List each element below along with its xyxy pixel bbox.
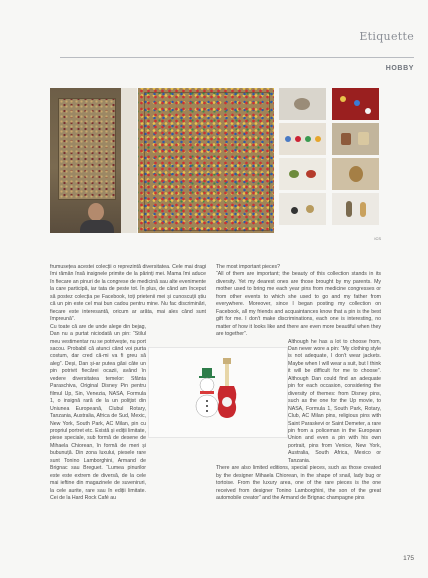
photo-hard-rock-pin	[148, 347, 288, 438]
article-paragraph: There are also limited editions, special pieces, such as those created by the designer Mihaela Chiorean, in the shape of snail, lady bug or tortoise. From the luxury area, one of the rare pieces is the one received from designer Tonino Lamborghini, the son of the great automobile creator” and the Armand de Brignac champagne pins	[216, 465, 381, 502]
pin-wall-frame	[144, 92, 270, 231]
house-pin	[358, 132, 369, 145]
header-rule	[60, 57, 414, 58]
photo-house-pins	[332, 123, 379, 155]
snowman-pin-icon	[195, 368, 219, 422]
photo-red-pins	[332, 88, 379, 120]
article-paragraph: Although he has a lot to choose from, Dan never wore a pin: “My clothing style is not adequate, I don't wear jackets. Maybe when I will wear a suit, but I think it will be difficult for me to choose”. Although Dan could find an adequate pin for each occasion, considering the diversity of themes: from Disney pins, such as the one for the Up movie, to NASA, Formula 1, South Park, Rotary, Club, AC Milan pins, religious pins with Saint Paraskevi or Saint Demeter, a rare pin from a policeman in the European Union and even a pin with his own portrait, pins from Venice, New York, Australia, South Africa, Mexico or Tanzania.	[288, 338, 381, 464]
photo-bronze-pin	[332, 158, 379, 190]
pin-dot	[340, 96, 346, 102]
article-subheading: The most important pieces?	[216, 264, 281, 270]
article-paragraph: “All of them are important; the beauty of this collection stands in its diversity. Yet my dearest ones are those brought by my parents. My mother used to bring me each year pins from medicine congresses or from other events to which she used to go and my father from everywhere. Moreover, since I began posting my collection on Facebook, all my friends and acquaintances know that a pin is the best gift for me. I don't make discriminations, each one is interesting, no matter of how it looks like and there are even more beautiful when they are together”.	[216, 271, 381, 338]
photo-small-pins	[279, 193, 326, 225]
house-pin	[341, 133, 351, 145]
photo-collector-portrait	[50, 88, 137, 233]
pin-dot	[315, 136, 321, 142]
bronze-pin	[349, 166, 363, 182]
pin-board	[58, 98, 116, 200]
person-head	[88, 203, 104, 221]
page-number: 175	[403, 555, 414, 562]
photo-tortoise-pins	[279, 158, 326, 190]
person-body	[80, 220, 114, 233]
pin-dot	[291, 207, 298, 214]
snail-pin	[294, 98, 310, 110]
pin-dot	[285, 136, 291, 142]
photo-pin-row	[279, 123, 326, 155]
pin-dot	[305, 136, 311, 142]
shelf	[121, 88, 137, 233]
article-paragraph: Cu toate că are de unde alege din bejag, Dan nu a purtat niciodată un pin: “Stilul meu vestimentar nu se potrivește, nu port sacou. Probabil că atunci când voi purta costum, dar cred că-mi va fi greu să aleg”. Deși, Dan și-ar putea găsi câte un pin potrivit fiecărei ocazii, având în vedere diversitatea temelor: Sfânta Paraschiva, Original Disney Pin pentru filmul Up, Sin, Venezia, NASA, Formula 1, o insignă rară de la un poliţist din Uniunea Europeană, Clubul Rotary, Tanzania, Australia, Africa de Sud, Mexic, New York, South Park, AC Milan, pin cu propriul portret etc. Există și ediții limitate, piese speciale, sub formă de desene de Mihaela Chiorean, în formă de meri și bubunuță. Din zona luxului, piesele rare sunt Tonino Lamborghini, Armand de Brignac sau Breguet. “Lumea pinurilor este este extrem de diversă, de la cele mai ieftine din magazinele de suveniruri, la cele aurite, rare sau în ediții limitate. Cei de la Hard Rock Café au	[50, 323, 146, 502]
photo-snail-pin	[279, 88, 326, 120]
article-paragraph: frumusețea acestei colecții o reprezintă diversitatea. Cele mai dragi îmi rămân însă insignele primite de la părinți mei. Mama îmi aduce în fiecare an pinuri de la congrese de medicină sau alte evenimente la care participă, iar tata de peste tot. În plus, de când am început să postez colecția pe Facebook, toți prietenii mei și cunoscuții știu că un pin este cel mai bun cadou pentru mine. Nu fac discriminări, fiecare este interesantă, oricum ar arăta, mai ales când sunt împreună”.	[50, 264, 206, 323]
pin-dot	[295, 136, 301, 142]
ladybug-pin	[306, 170, 316, 178]
photo-credit: ICS	[374, 236, 381, 241]
pin-dot	[354, 100, 360, 106]
figure-pin	[360, 202, 366, 217]
guitar-pin-icon	[216, 358, 238, 420]
photo-pin-wall	[138, 88, 274, 233]
pin-dot	[306, 205, 314, 213]
magazine-logo: Etiquette	[359, 30, 414, 43]
pin-dot	[365, 108, 371, 114]
tortoise-pin	[289, 170, 299, 178]
photo-figure-pins	[332, 193, 379, 225]
section-label: HOBBY	[385, 65, 414, 72]
figure-pin	[346, 201, 352, 217]
